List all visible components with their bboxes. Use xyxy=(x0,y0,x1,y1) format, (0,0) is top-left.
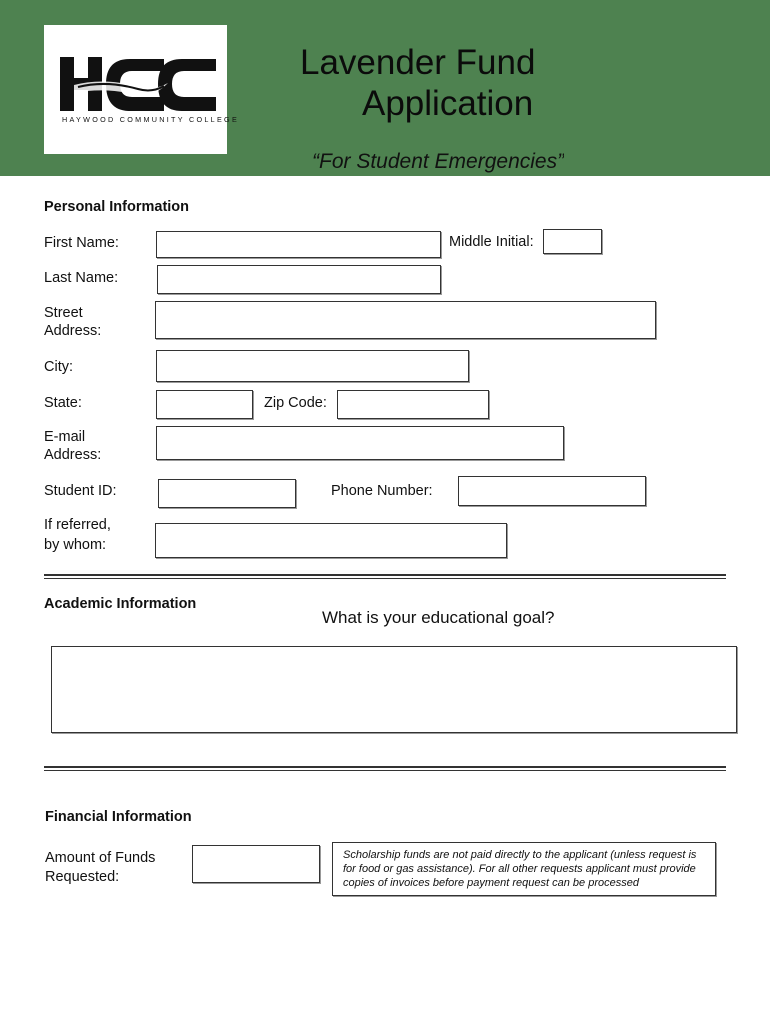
first-name-field[interactable] xyxy=(156,231,441,258)
email-field[interactable] xyxy=(156,426,564,460)
section-divider-1 xyxy=(44,574,726,579)
middle-initial-field[interactable] xyxy=(543,229,602,254)
educational-goal-question: What is your educational goal? xyxy=(322,608,555,627)
city-field[interactable] xyxy=(156,350,469,382)
educational-goal-field[interactable] xyxy=(51,646,737,733)
scholarship-note: Scholarship funds are not paid directly to the applicant (unless request is for food or gas assistance). For all other requests applicant must provide copies of invoices before payment request can be processed xyxy=(332,842,716,896)
logo-subtext: HAYWOOD COMMUNITY COLLEGE xyxy=(62,115,240,124)
last-name-label: Last Name: xyxy=(44,270,119,286)
academic-info-heading: Academic Information xyxy=(44,596,197,612)
last-name-field[interactable] xyxy=(157,265,441,294)
zip-label: Zip Code: xyxy=(264,395,327,411)
street-label-line2: Address: xyxy=(44,323,102,339)
state-field[interactable] xyxy=(156,390,253,419)
referred-label-line1: If referred, xyxy=(44,517,111,533)
zip-field[interactable] xyxy=(337,390,489,419)
form-title-line2: Application xyxy=(362,84,534,123)
referred-by-field[interactable] xyxy=(155,523,507,558)
street-label-line1: Street xyxy=(44,305,83,321)
street-address-field[interactable] xyxy=(155,301,656,339)
student-id-label: Student ID: xyxy=(44,483,117,499)
referred-label-line2: by whom: xyxy=(44,537,107,553)
first-name-label: First Name: xyxy=(44,235,119,251)
phone-field[interactable] xyxy=(458,476,646,506)
hcc-logo-icon xyxy=(44,25,240,154)
amount-label-line2: Requested: xyxy=(45,869,120,885)
student-id-field[interactable] xyxy=(158,479,296,508)
middle-initial-label: Middle Initial: xyxy=(449,234,534,250)
city-label: City: xyxy=(44,359,73,375)
amount-label-line1: Amount of Funds xyxy=(45,850,156,866)
phone-label: Phone Number: xyxy=(331,483,433,499)
state-label: State: xyxy=(44,395,82,411)
section-divider-2 xyxy=(44,766,726,771)
email-label-line1: E-mail xyxy=(44,429,86,445)
personal-info-heading: Personal Information xyxy=(44,199,190,215)
form-title-line1: Lavender Fund xyxy=(300,43,536,82)
form-subtitle: “For Student Emergencies” xyxy=(312,150,565,173)
financial-info-heading: Financial Information xyxy=(45,809,192,825)
amount-requested-field[interactable] xyxy=(192,845,320,883)
college-logo xyxy=(44,25,240,154)
email-label-line2: Address: xyxy=(44,447,102,463)
